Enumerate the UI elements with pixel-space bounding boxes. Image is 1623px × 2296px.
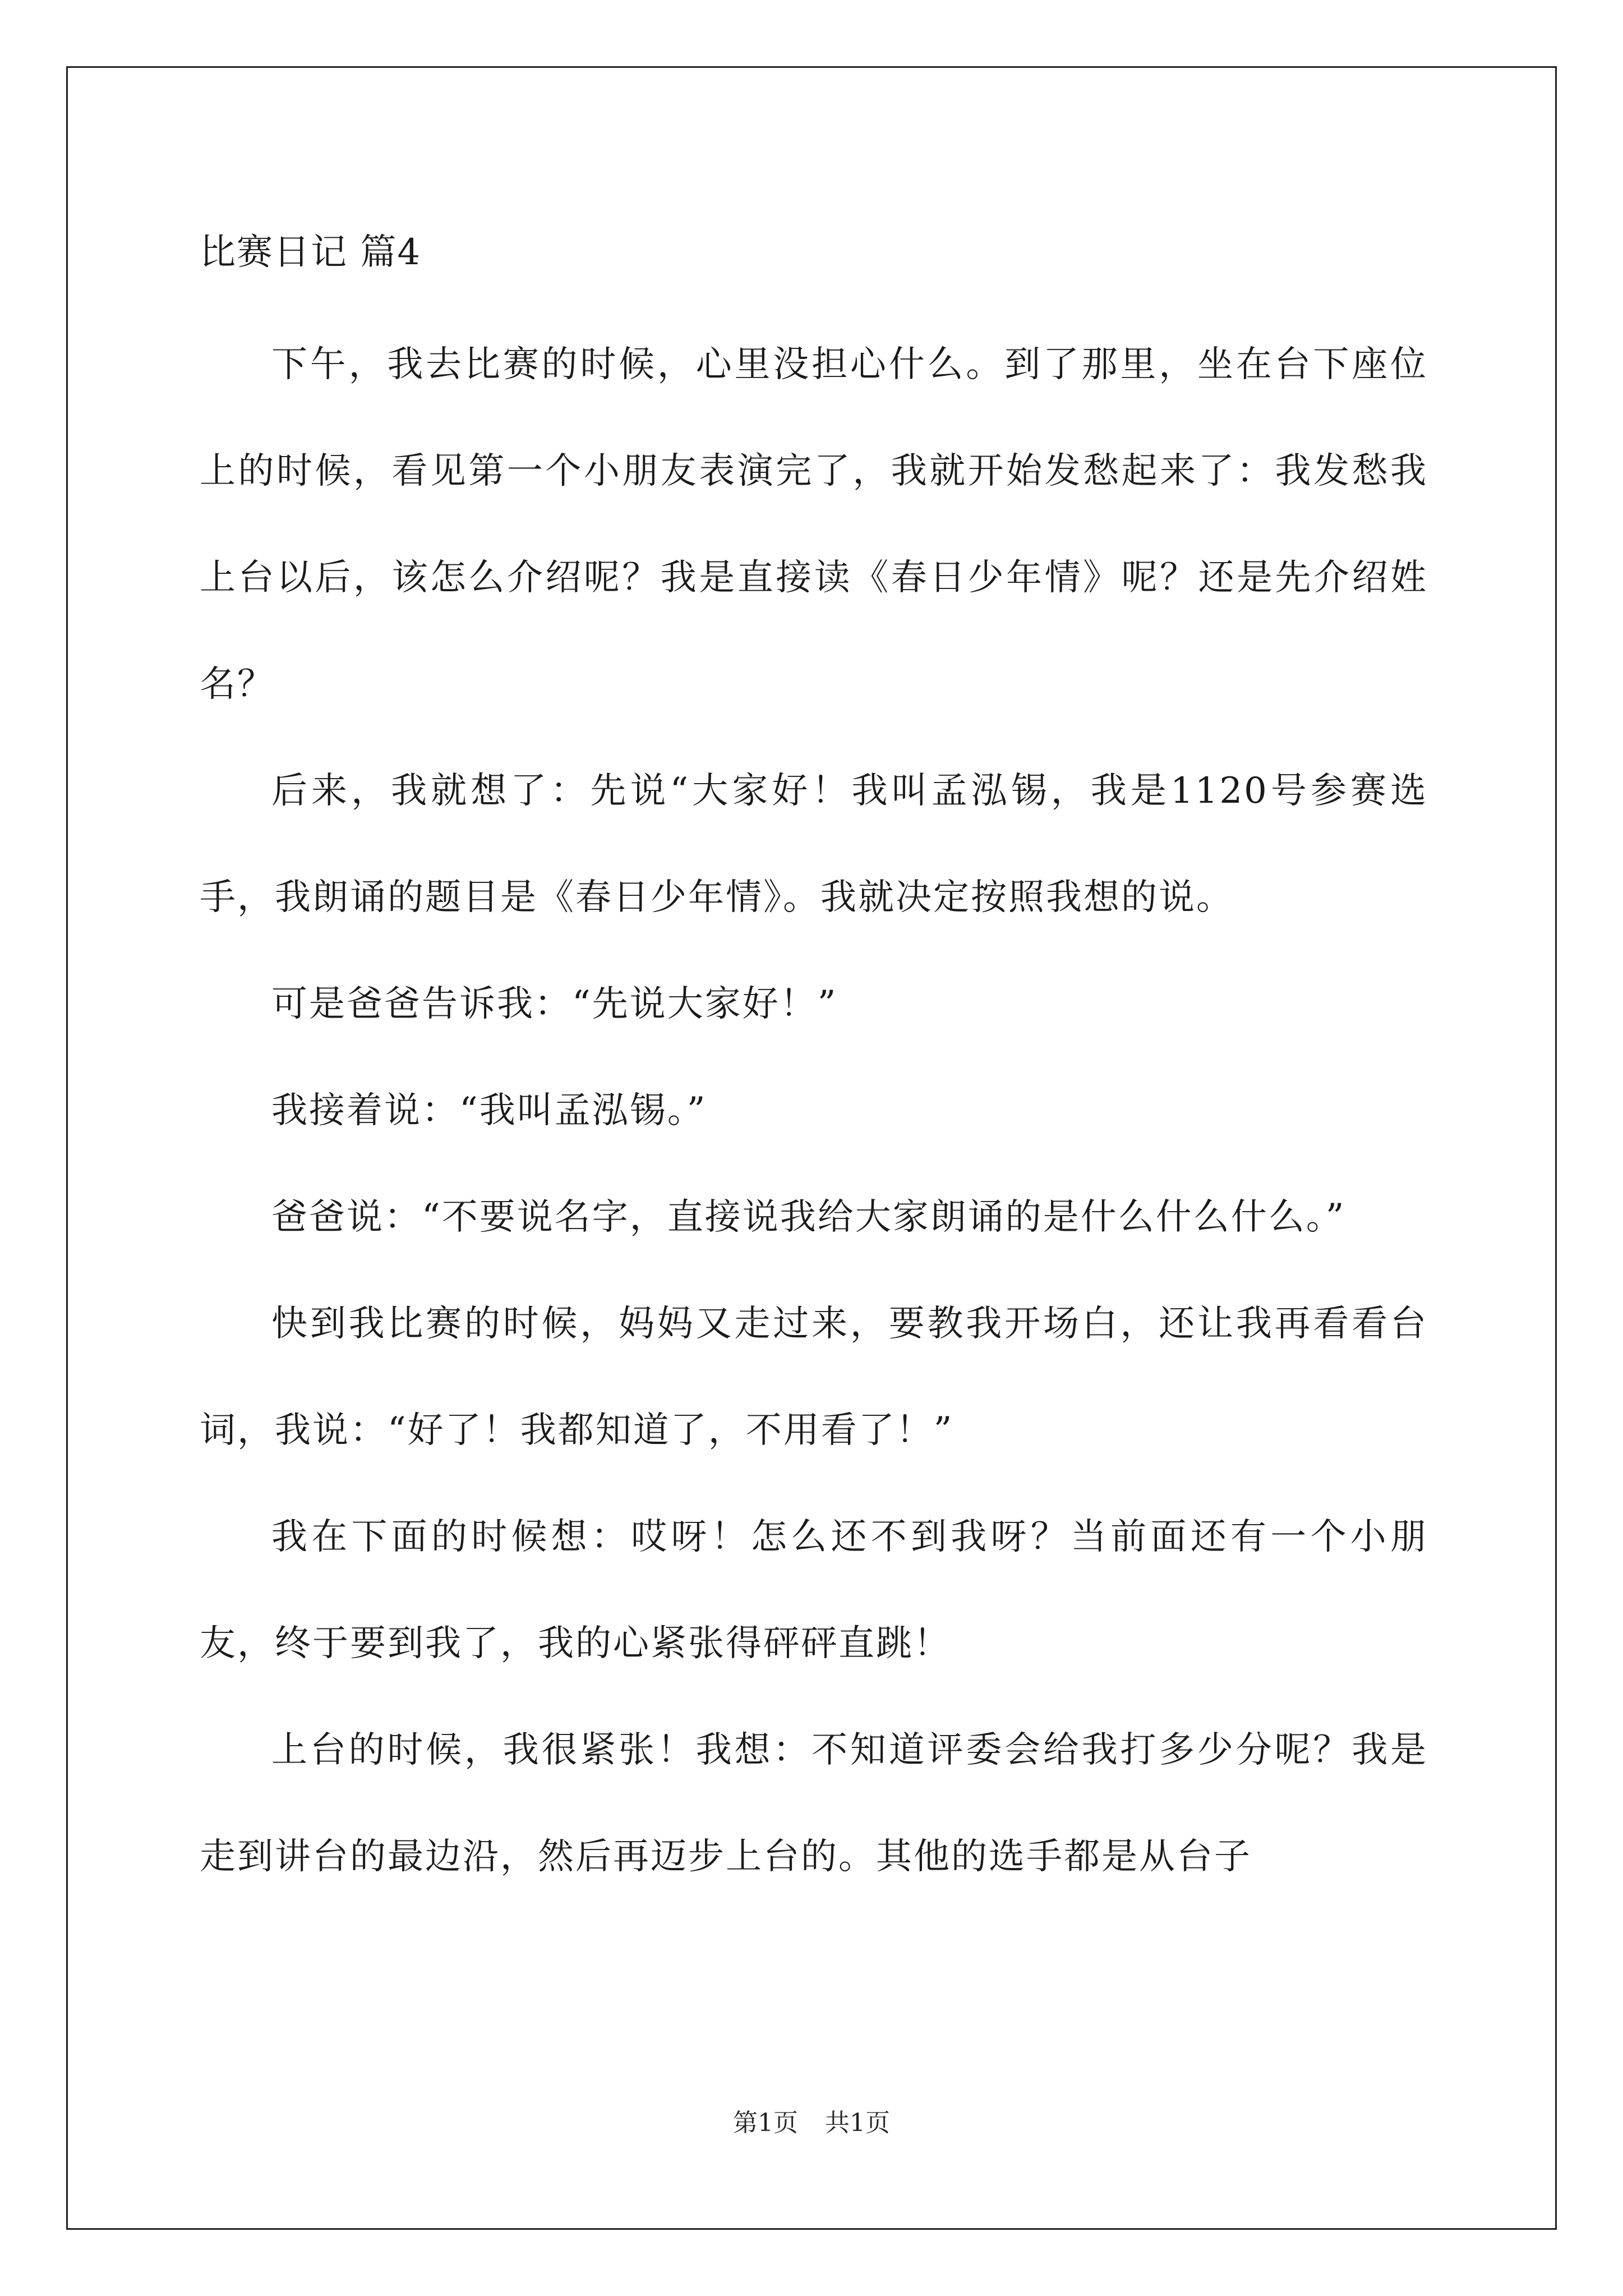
page-number: 第1页 [733,2109,798,2137]
page-total: 共1页 [825,2109,890,2137]
document-title: 比赛日记 篇4 [200,232,422,273]
paragraph: 爸爸说：“不要说名字，直接说我给大家朗诵的是什么什么什么。” [271,1197,1346,1238]
paragraph: 我接着说：“我叫孟泓锡。” [271,1090,707,1131]
paragraph: 后来，我就想了：先说“大家好！我叫孟泓锡，我是1120号参赛选手，我朗诵的题目是《春日少年情》。我就决定按照我想的说。 [200,770,1428,918]
paragraph: 可是爸爸告诉我：“先说大家好！” [271,983,838,1025]
paragraph: 下午，我去比赛的时候，心里没担心什么。到了那里，坐在台下座位上的时候，看见第一个小朋友表演完了，我就开始发愁起来了：我发愁我上台以后，该怎么介绍呢？我是直接读《春日少年情》呢？还是先介绍姓名？ [200,344,1428,705]
paragraph: 快到我比赛的时候，妈妈又走过来，要教我开场白，还让我再看看台词，我说：“好了！我都知道了，不用看了！” [200,1303,1428,1451]
paragraph: 我在下面的时候想：哎呀！怎么还不到我呀？当前面还有一个小朋友，终于要到我了，我的心紧张得砰砰直跳！ [200,1516,1428,1664]
paragraph: 上台的时候，我很紧张！我想：不知道评委会给我打多少分呢？我是走到讲台的最边沿，然后再迈步上台的。其他的选手都是从台子 [200,1729,1428,1878]
page-footer [0,2102,1623,2138]
document-body [200,222,1428,1910]
